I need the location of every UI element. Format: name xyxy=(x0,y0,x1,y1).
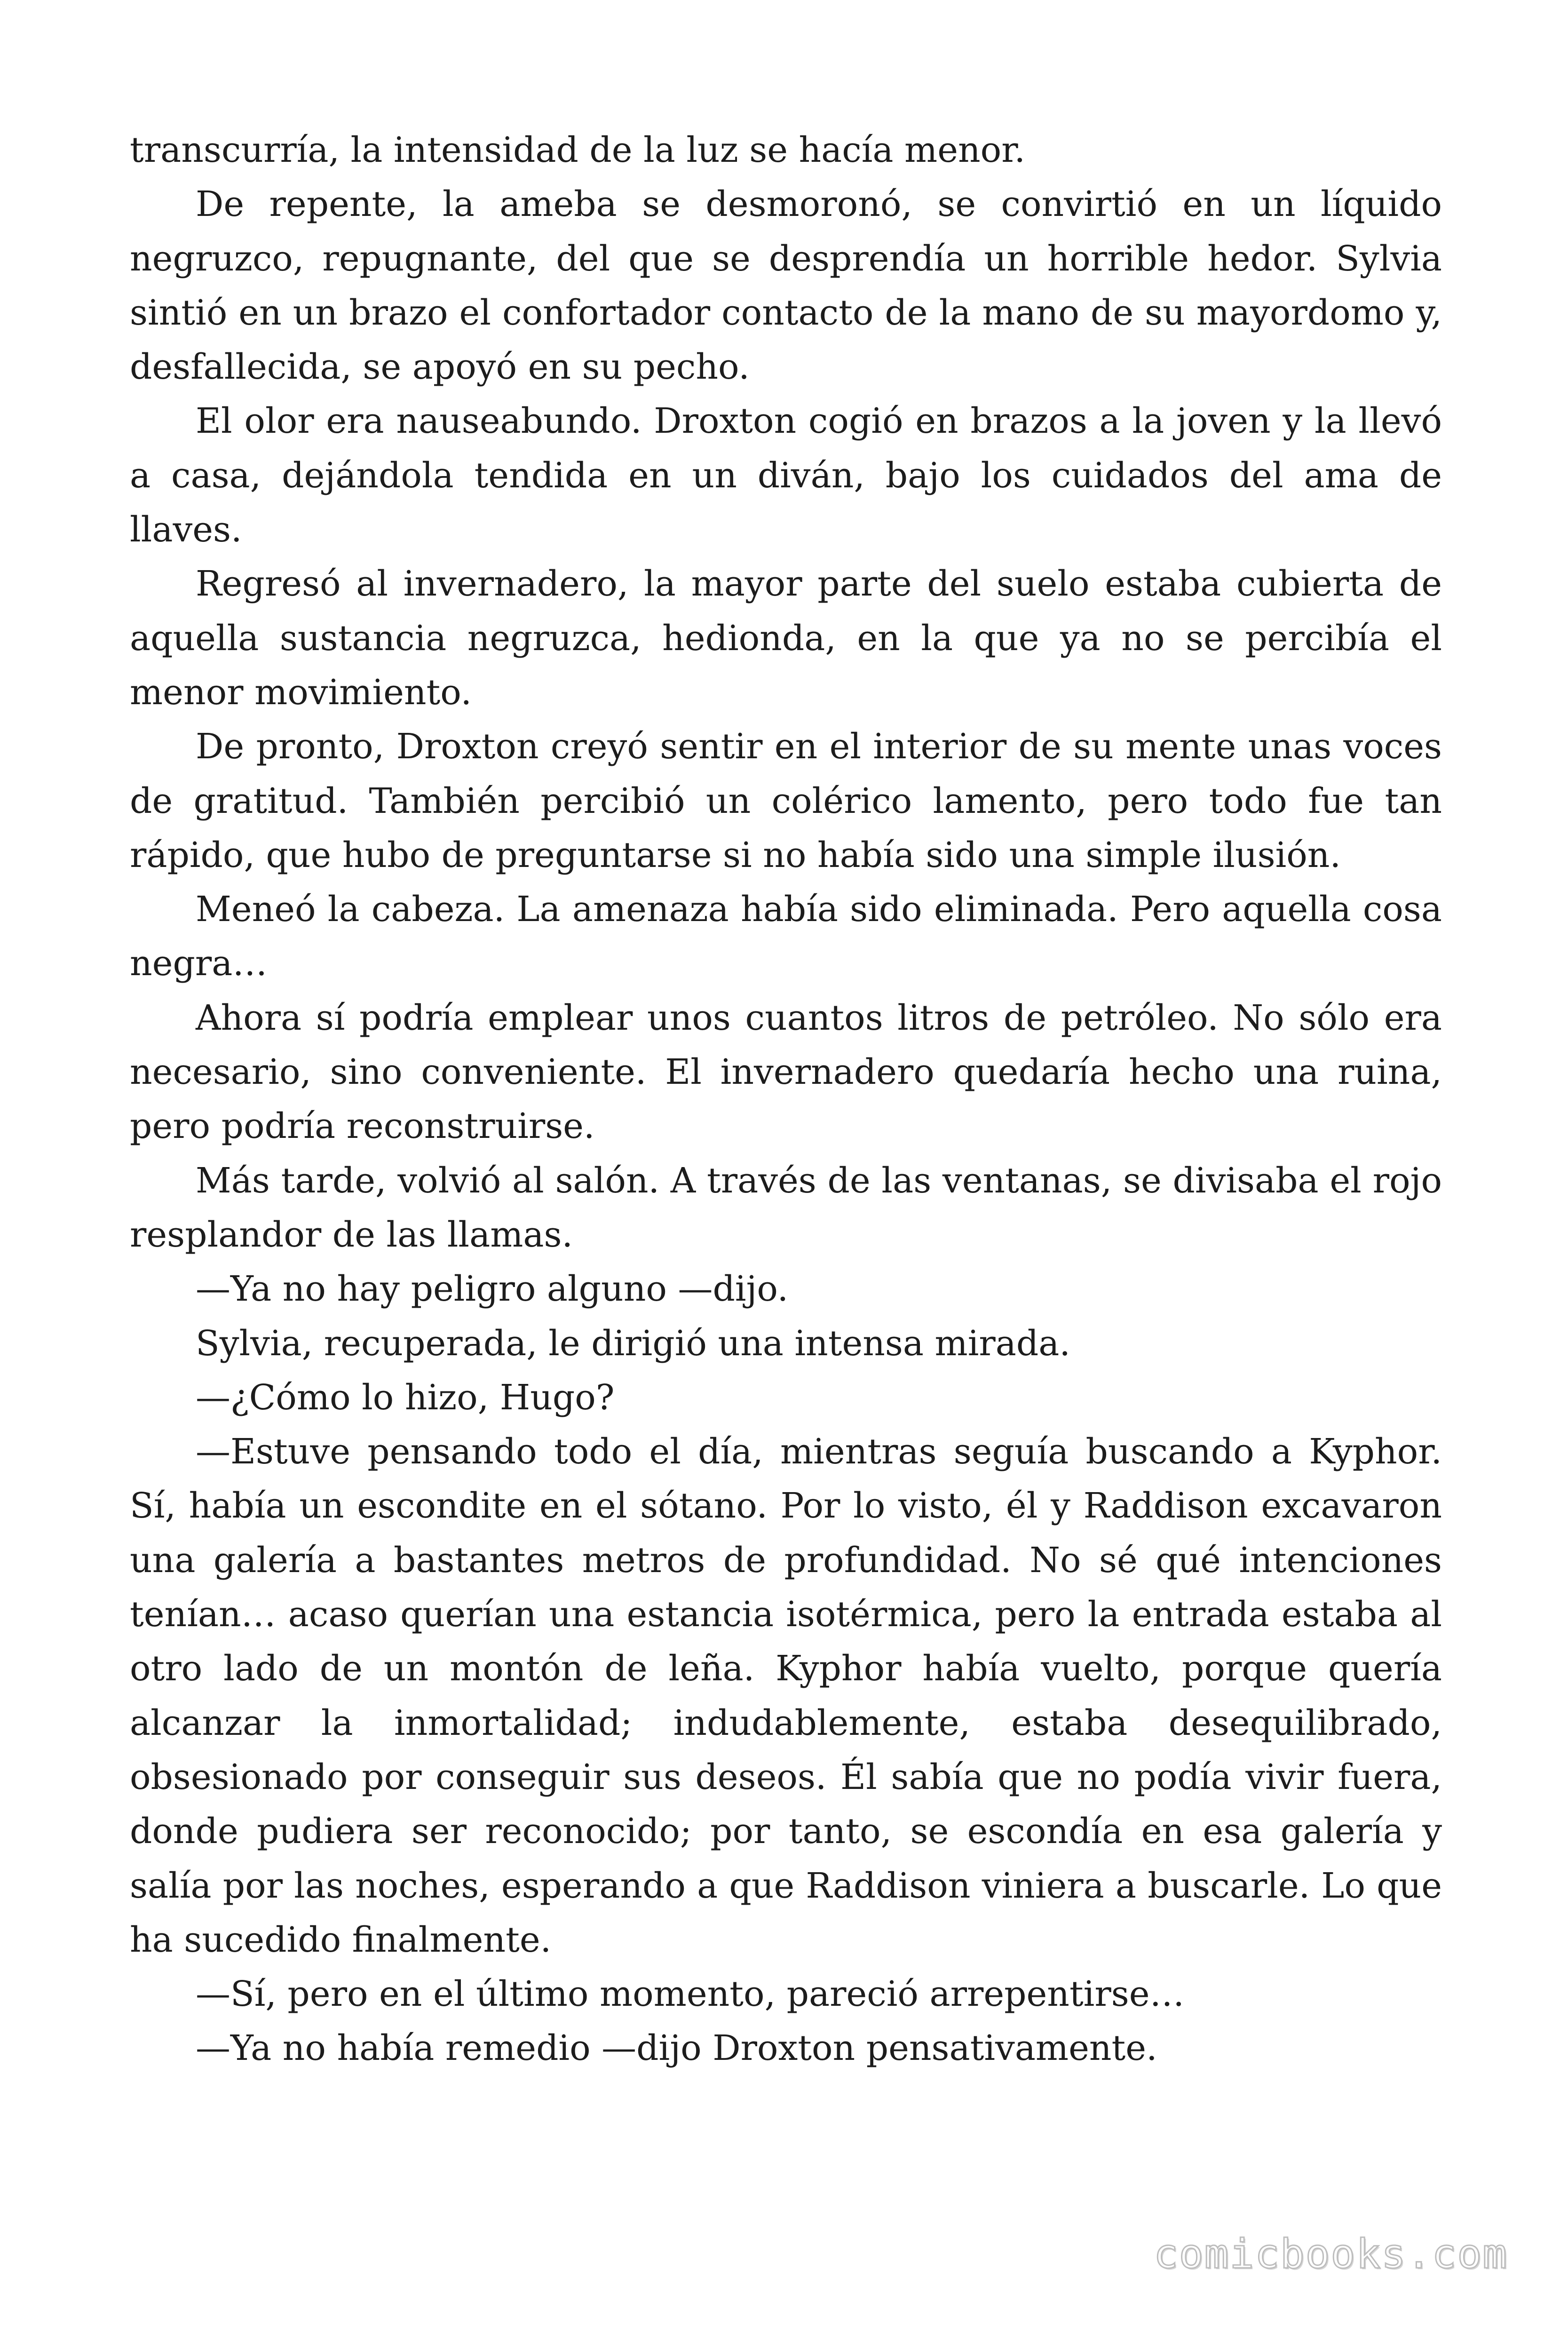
paragraph-8: Más tarde, volvió al salón. A través de las ventanas, se divisaba el rojo resplandor de las llamas. xyxy=(130,1160,1442,1255)
paragraph-5: De pronto, Droxton creyó sentir en el interior de su mente unas voces de gratitud. También percibió un colérico lamento, pero todo fue tan rápido, que hubo de preguntarse si no había sido una simple ilusión. xyxy=(130,726,1442,875)
paragraph-7: Ahora sí podría emplear unos cuantos litros de petróleo. No sólo era necesario, sino conveniente. El invernadero quedaría hecho una ruina, pero podría reconstruirse. xyxy=(130,997,1442,1147)
paragraph-1: transcurría, la intensidad de la luz se hacía menor. xyxy=(130,130,1025,170)
paragraph-4: Regresó al invernadero, la mayor parte del suelo estaba cubierta de aquella sustancia negruzca, hedionda, en la que ya no se percibía el menor movimiento. xyxy=(130,564,1442,713)
paragraph-6: Meneó la cabeza. La amenaza había sido eliminada. Pero aquella cosa negra… xyxy=(130,889,1442,984)
paragraph-2: De repente, la ameba se desmoronó, se convirtió en un líquido negruzco, repugnante, del que se desprendía un horrible hedor. Sylvia sintió en un brazo el confortador contacto de la mano de su mayordomo y, desfallecida, se apoyó en su pecho. xyxy=(130,184,1442,388)
watermark-text: comicbooks.com xyxy=(1154,2231,1508,2278)
paragraph-3: El olor era nauseabundo. Droxton cogió en brazos a la joven y la llevó a casa, dejándola tendida en un diván, bajo los cuidados del ama de llaves. xyxy=(130,401,1442,550)
paragraph-9: —Ya no hay peligro alguno —dijo. xyxy=(196,1269,789,1310)
book-page-text xyxy=(130,123,1442,2076)
paragraph-14: —Ya no había remedio —dijo Droxton pensativamente. xyxy=(196,2028,1157,2069)
paragraph-10: Sylvia, recuperada, le dirigió una intensa mirada. xyxy=(196,1323,1070,1364)
paragraph-12: —Estuve pensando todo el día, mientras seguía buscando a Kyphor. Sí, había un escondite en el sótano. Por lo visto, él y Raddison excavaron una galería a bastantes metros de profundidad. No sé qué intenciones tenían… acaso querían una estancia isotérmica, pero la entrada estaba al otro lado de un montón de leña. Kyphor había vuelto, porque quería alcanzar la inmortalidad; indudablemente, estaba desequilibrado, obsesionado por conseguir sus deseos. Él sabía que no podía vivir fuera, donde pudiera ser reconocido; por tanto, se escondía en esa galería y salía por las noches, esperando a que Raddison viniera a buscarle. Lo que ha sucedido finalmente. xyxy=(130,1431,1442,1960)
paragraph-11: —¿Cómo lo hizo, Hugo? xyxy=(196,1377,615,1418)
paragraph-13: —Sí, pero en el último momento, pareció arrepentirse… xyxy=(196,1974,1185,2015)
